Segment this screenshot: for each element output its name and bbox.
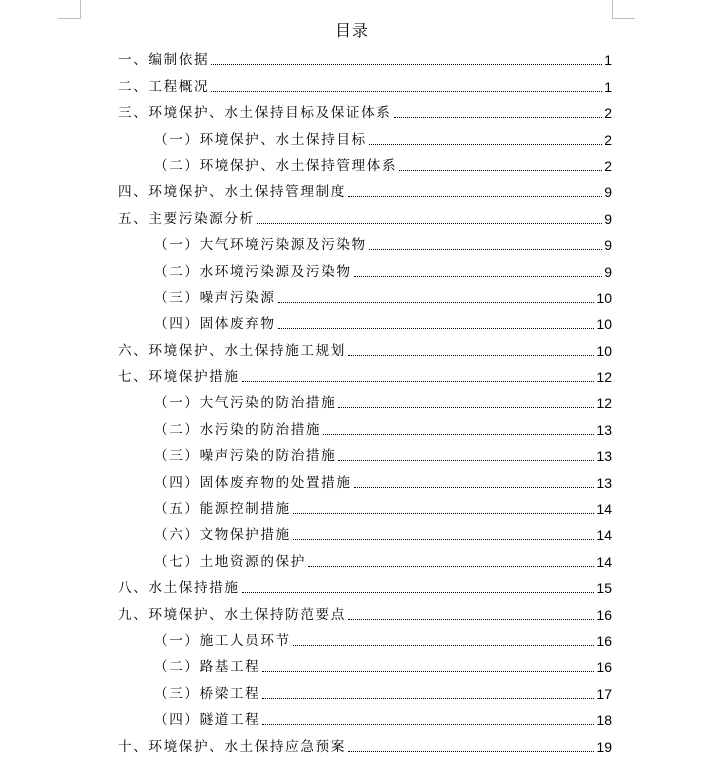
toc-dot-leader xyxy=(348,355,595,356)
toc-page-number[interactable]: 1 xyxy=(604,78,612,95)
toc-page-number[interactable]: 10 xyxy=(596,316,612,333)
toc-entry[interactable] xyxy=(118,44,612,70)
toc-dot-leader xyxy=(369,249,602,250)
toc-dot-leader xyxy=(293,539,595,540)
toc-entry[interactable] xyxy=(118,572,612,598)
toc-entry[interactable] xyxy=(118,466,612,492)
toc-dot-leader xyxy=(348,751,595,752)
table-of-contents xyxy=(118,44,612,757)
toc-entry-title[interactable]: 二、工程概况 xyxy=(118,78,210,95)
toc-page-number[interactable]: 16 xyxy=(596,659,612,676)
toc-page-number[interactable]: 14 xyxy=(596,553,612,570)
toc-entry[interactable] xyxy=(118,282,612,308)
toc-entry-title[interactable]: （二）水污染的防治措施 xyxy=(154,421,322,438)
toc-page-number[interactable]: 2 xyxy=(604,131,612,148)
toc-dot-leader xyxy=(348,619,595,620)
toc-page-number[interactable]: 13 xyxy=(596,421,612,438)
toc-entry-title[interactable]: （二）水环境污染源及污染物 xyxy=(154,263,352,280)
toc-entry[interactable] xyxy=(118,519,612,545)
toc-page-number[interactable]: 10 xyxy=(596,342,612,359)
toc-entry[interactable] xyxy=(118,677,612,703)
toc-dot-leader xyxy=(354,276,603,277)
toc-dot-leader xyxy=(348,196,602,197)
toc-page-number[interactable]: 9 xyxy=(604,237,612,254)
toc-page-number[interactable]: 13 xyxy=(596,448,612,465)
toc-dot-leader xyxy=(338,407,594,408)
toc-page-number[interactable]: 19 xyxy=(596,738,612,755)
toc-entry-title[interactable]: 五、主要污染源分析 xyxy=(118,210,255,227)
toc-entry[interactable] xyxy=(118,413,612,439)
toc-entry[interactable] xyxy=(118,651,612,677)
toc-dot-leader xyxy=(257,223,602,224)
toc-page-number[interactable]: 9 xyxy=(604,184,612,201)
toc-entry[interactable] xyxy=(118,123,612,149)
toc-entry-title[interactable]: （四）固体废弃物 xyxy=(154,316,276,333)
toc-page-number[interactable]: 18 xyxy=(596,712,612,729)
toc-dot-leader xyxy=(308,566,594,567)
toc-page-number[interactable]: 14 xyxy=(596,501,612,518)
toc-page-number[interactable]: 13 xyxy=(596,474,612,491)
page-corner-mark-right xyxy=(612,0,635,19)
toc-page-number[interactable]: 1 xyxy=(604,52,612,69)
toc-page-number[interactable]: 9 xyxy=(604,210,612,227)
toc-entry[interactable] xyxy=(118,308,612,334)
toc-page-number[interactable]: 17 xyxy=(596,685,612,702)
toc-entry-title[interactable]: 六、环境保护、水土保持施工规划 xyxy=(118,342,346,359)
toc-entry-title[interactable]: （三）噪声污染的防治措施 xyxy=(154,448,337,465)
toc-entry[interactable] xyxy=(118,625,612,651)
toc-entry[interactable] xyxy=(118,545,612,571)
toc-dot-leader xyxy=(293,645,595,646)
toc-page-number[interactable]: 16 xyxy=(596,632,612,649)
toc-entry-title[interactable]: 九、环境保护、水土保持防范要点 xyxy=(118,606,346,623)
toc-entry-title[interactable]: （三）桥梁工程 xyxy=(154,685,261,702)
toc-entry-title[interactable]: （五）能源控制措施 xyxy=(154,501,291,518)
toc-dot-leader xyxy=(293,513,595,514)
toc-entry-title[interactable]: 七、环境保护措施 xyxy=(118,369,240,386)
toc-entry-title[interactable]: （七）土地资源的保护 xyxy=(154,553,306,570)
toc-entry[interactable] xyxy=(118,440,612,466)
toc-dot-leader xyxy=(394,117,603,118)
toc-entry[interactable] xyxy=(118,70,612,96)
toc-dot-leader xyxy=(262,698,594,699)
toc-entry[interactable] xyxy=(118,255,612,281)
toc-page-number[interactable]: 12 xyxy=(596,369,612,386)
toc-entry[interactable] xyxy=(118,229,612,255)
toc-page-number[interactable]: 10 xyxy=(596,289,612,306)
toc-entry[interactable] xyxy=(118,334,612,360)
toc-entry-title[interactable]: 四、环境保护、水土保持管理制度 xyxy=(118,184,346,201)
toc-dot-leader xyxy=(211,64,602,65)
toc-entry-title[interactable]: 八、水土保持措施 xyxy=(118,580,240,597)
toc-entry-title[interactable]: （二）环境保护、水土保持管理体系 xyxy=(154,157,398,174)
toc-page-number[interactable]: 2 xyxy=(604,105,612,122)
toc-dot-leader xyxy=(211,91,602,92)
toc-dot-leader xyxy=(278,302,595,303)
toc-dot-leader xyxy=(354,487,595,488)
toc-page-number[interactable]: 16 xyxy=(596,606,612,623)
toc-page-number[interactable]: 2 xyxy=(604,157,612,174)
toc-entry[interactable] xyxy=(118,704,612,730)
toc-entry-title[interactable]: （一）大气环境污染源及污染物 xyxy=(154,237,367,254)
toc-dot-leader xyxy=(242,592,595,593)
toc-entry[interactable] xyxy=(118,97,612,123)
toc-entry-title[interactable]: （二）路基工程 xyxy=(154,659,261,676)
toc-entry-title[interactable]: （六）文物保护措施 xyxy=(154,527,291,544)
toc-entry[interactable] xyxy=(118,730,612,756)
toc-entry-title[interactable]: （四）隧道工程 xyxy=(154,712,261,729)
toc-dot-leader xyxy=(262,724,594,725)
toc-page-number[interactable]: 14 xyxy=(596,527,612,544)
toc-entry-title[interactable]: （一）大气污染的防治措施 xyxy=(154,395,337,412)
toc-entry[interactable] xyxy=(118,598,612,624)
toc-entry[interactable] xyxy=(118,150,612,176)
toc-entry[interactable] xyxy=(118,176,612,202)
toc-page-number[interactable]: 15 xyxy=(596,580,612,597)
toc-entry[interactable] xyxy=(118,361,612,387)
toc-page-number[interactable]: 9 xyxy=(604,263,612,280)
toc-dot-leader xyxy=(399,170,602,171)
toc-dot-leader xyxy=(338,460,594,461)
toc-entry-title[interactable]: 三、环境保护、水土保持目标及保证体系 xyxy=(118,105,392,122)
toc-title: 目录 xyxy=(334,21,369,40)
toc-entry-title[interactable]: 十、环境保护、水土保持应急预案 xyxy=(118,738,346,755)
toc-dot-leader xyxy=(369,144,602,145)
toc-dot-leader xyxy=(323,434,594,435)
page-corner-mark-left xyxy=(58,0,81,19)
toc-entry-title[interactable]: （一）施工人员环节 xyxy=(154,632,291,649)
toc-entry-title[interactable]: （四）固体废弃物的处置措施 xyxy=(154,474,352,491)
toc-entry[interactable] xyxy=(118,387,612,413)
toc-page-number[interactable]: 12 xyxy=(596,395,612,412)
toc-dot-leader xyxy=(278,328,595,329)
toc-entry-title[interactable]: （三）噪声污染源 xyxy=(154,289,276,306)
toc-entry[interactable] xyxy=(118,493,612,519)
toc-entry-title[interactable]: 一、编制依据 xyxy=(118,52,210,69)
toc-entry[interactable] xyxy=(118,202,612,228)
toc-dot-leader xyxy=(242,381,595,382)
toc-dot-leader xyxy=(262,671,594,672)
toc-entry-title[interactable]: （一）环境保护、水土保持目标 xyxy=(154,131,367,148)
